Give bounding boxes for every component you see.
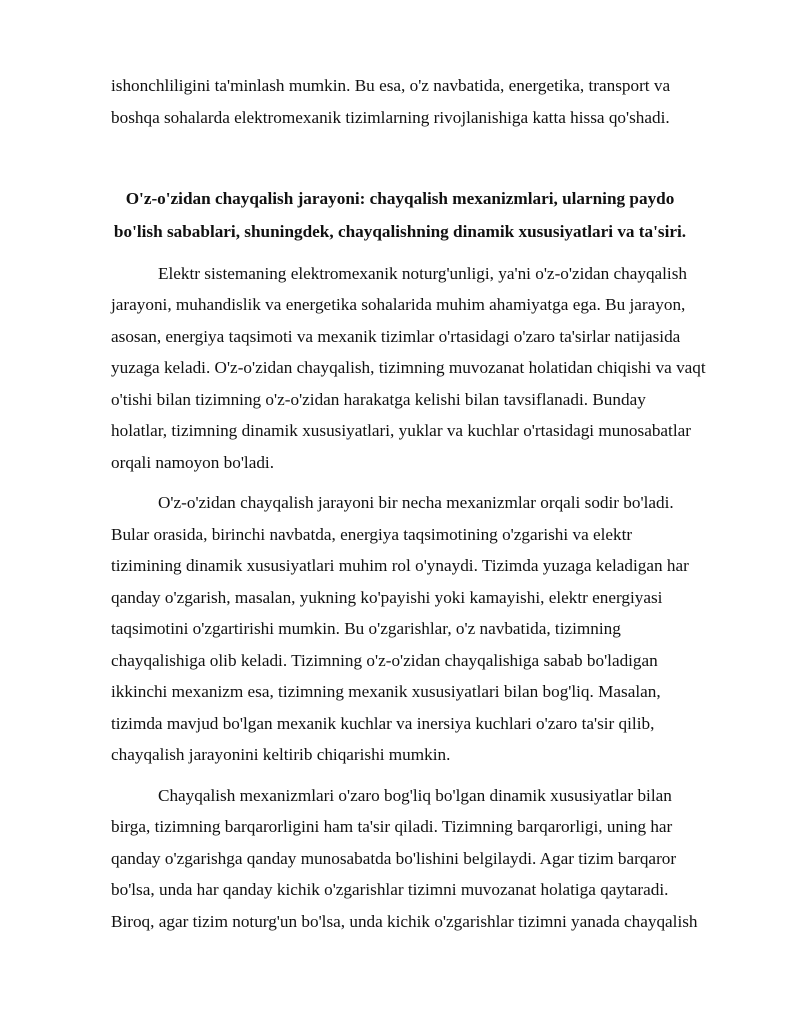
- paragraph-line: yuzaga keladi. O'z-o'zidan chayqalish, tizimning muvozanat holatidan chiqishi va vaqt: [111, 358, 706, 377]
- heading-line-2: bo'lish sabablari, shuningdek, chayqalishning dinamik xususiyatlari va ta'siri.: [113, 222, 687, 241]
- paragraph-line: chayqalishiga olib keladi. Tizimning o'z-o'zidan chayqalishiga sabab bo'ladigan: [111, 651, 658, 670]
- heading-line-1: O'z-o'zidan chayqalish jarayoni: chayqalish mexanizmlari, ularning paydo: [125, 189, 675, 208]
- paragraph-line: Elektr sistemaning elektromexanik noturg'unligi, ya'ni o'z-o'zidan chayqalish: [158, 264, 687, 283]
- paragraph-line: jarayoni, muhandislik va energetika sohalarida muhim ahamiyatga ega. Bu jarayon,: [111, 295, 686, 314]
- paragraph-line: birga, tizimning barqarorligini ham ta'sir qiladi. Tizimning barqarorligi, uning har: [111, 817, 673, 836]
- paragraph-line: chayqalish jarayonini keltirib chiqarishi mumkin.: [111, 745, 451, 764]
- intro-line-2: boshqa sohalarda elektromexanik tizimlarning rivojlanishiga katta hissa qo'shadi.: [111, 108, 670, 127]
- paragraph-line: qanday o'zgarishga qanday munosabatda bo'lishini belgilaydi. Agar tizim barqaror: [111, 849, 677, 868]
- paragraph-line: O'z-o'zidan chayqalish jarayoni bir necha mexanizmlar orqali sodir bo'ladi.: [158, 493, 674, 512]
- paragraph-line: orqali namoyon bo'ladi.: [111, 453, 275, 472]
- paragraph-line: asosan, energiya taqsimoti va mexanik tizimlar o'rtasidagi o'zaro ta'sirlar natijasida: [111, 327, 681, 346]
- paragraph-line: ikkinchi mexanizm esa, tizimning mexanik xususiyatlari bilan bog'liq. Masalan,: [111, 682, 661, 701]
- intro-line-1: ishonchliligini ta'minlash mumkin. Bu esa, o'z navbatida, energetika, transport va: [111, 76, 671, 95]
- paragraph-line: tizimining dinamik xususiyatlari muhim rol o'ynaydi. Tizimda yuzaga keladigan har: [111, 556, 689, 575]
- paragraph-line: qanday o'zgarish, masalan, yukning ko'payishi yoki kamayishi, elektr energiyasi: [111, 588, 663, 607]
- paragraph-line: holatlar, tizimning dinamik xususiyatlari, yuklar va kuchlar o'rtasidagi munosabatlar: [111, 421, 691, 440]
- paragraph-line: tizimda mavjud bo'lgan mexanik kuchlar va inersiya kuchlari o'zaro ta'sir qilib,: [111, 714, 655, 733]
- paragraph-line: taqsimotini o'zgartirishi mumkin. Bu o'zgarishlar, o'z navbatida, tizimning: [111, 619, 621, 638]
- paragraph-line: Biroq, agar tizim noturg'un bo'lsa, unda kichik o'zgarishlar tizimni yanada chayqalish: [111, 912, 698, 931]
- paragraph-line: Bular orasida, birinchi navbatda, energiya taqsimotining o'zgarishi va elektr: [111, 525, 633, 544]
- paragraph-line: o'tishi bilan tizimning o'z-o'zidan harakatga kelishi bilan tavsiflanadi. Bunday: [111, 390, 646, 409]
- paragraph-line: bo'lsa, unda har qanday kichik o'zgarishlar tizimni muvozanat holatiga qaytaradi.: [111, 880, 669, 899]
- paragraph-line: Chayqalish mexanizmlari o'zaro bog'liq bo'lgan dinamik xususiyatlar bilan: [158, 786, 672, 805]
